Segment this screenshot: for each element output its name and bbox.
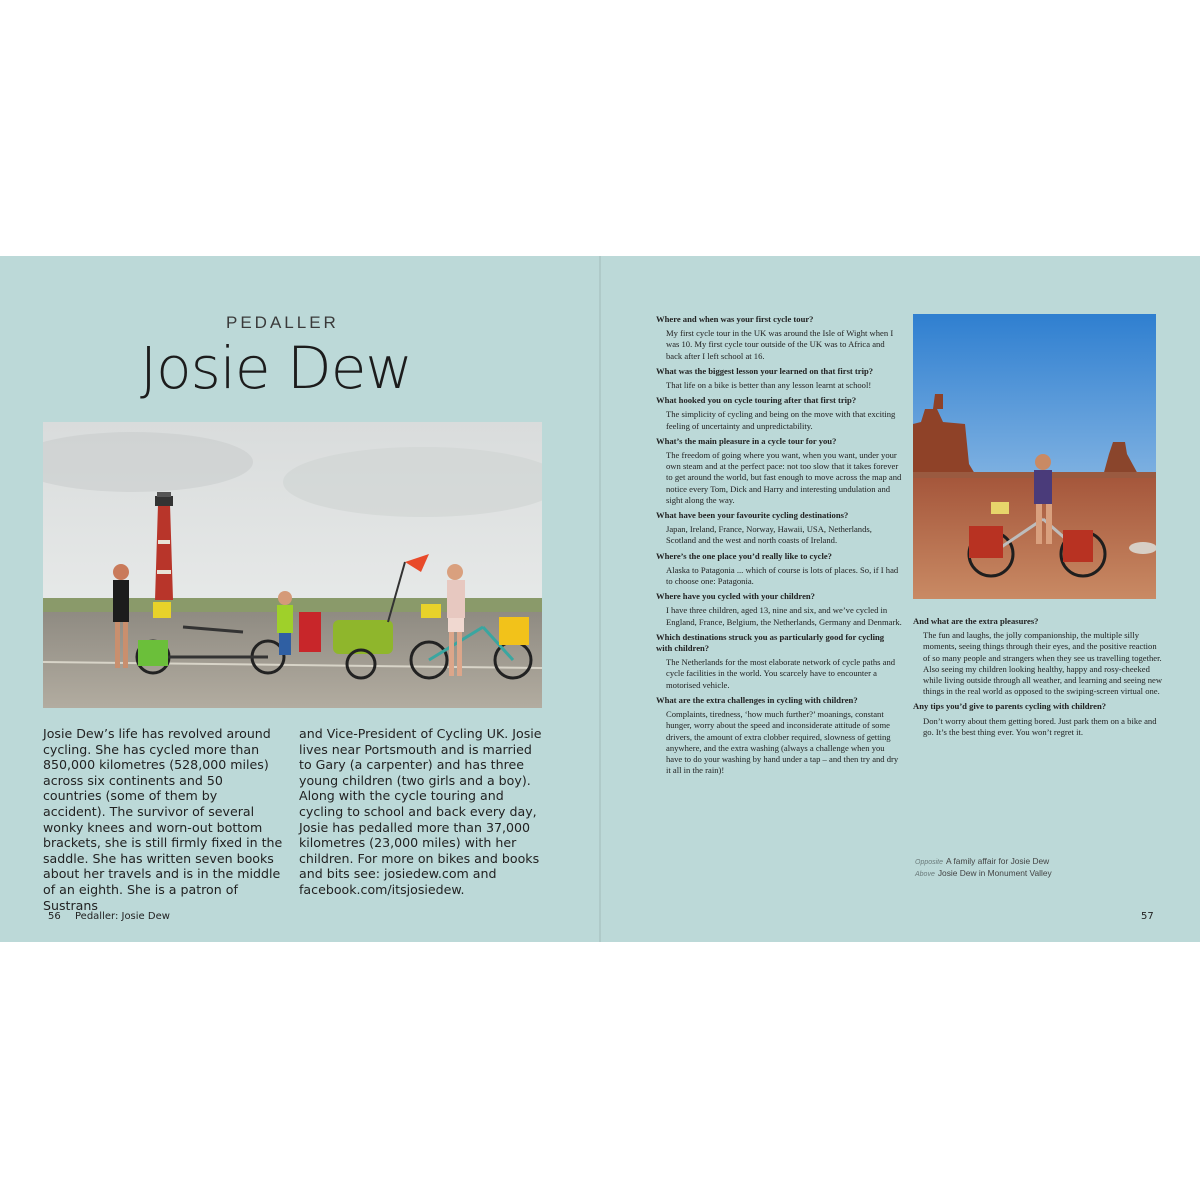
caption-label: Above	[915, 871, 935, 878]
caption-label: Opposite	[915, 859, 944, 866]
caption-text: A family affair for Josie Dew	[946, 856, 1050, 866]
caption-text: Josie Dew in Monument Valley	[937, 868, 1052, 878]
answer: Japan, Ireland, France, Norway, Hawaii, USA, Netherlands, Scotland and the west and north coasts of Ireland.	[666, 524, 872, 546]
question: What hooked you on cycle touring after that first trip?	[656, 395, 857, 406]
answer: Complaints, tiredness, ‘how much further?’ moanings, constant hunger, worry about the speed and inconsiderate attitude of some drivers, the amount of extra clobber required, slowness of getting anywhere, and the extra washing (always a challenge when you have to do your washing by hand under a tap – and then try and dry it all in the rain)!	[666, 709, 899, 776]
answer: The freedom of going where you want, when you want, under your own steam and at the perfect pace: not too slow that it takes forever to get around the world, but fast enough to move across the map and notice every Tom, Dick and Harry and interesting undulation and sight along the way.	[666, 450, 902, 505]
caption-opposite	[915, 856, 1052, 868]
question: Any tips you’d give to parents cycling with children?	[913, 701, 1107, 712]
question: What are the extra challenges in cycling with children?	[656, 694, 858, 705]
page-number-left: 56	[48, 911, 61, 922]
bio-column-2: and Vice-President of Cycling UK. Josie lives near Portsmouth and is married to Gary (a carpenter) and has three young children (two girls and a boy). Along with the cycle touring and cycling to school and back every day, Josie has pedalled more than 37,000 kilometres (23,000 miles) with her children. For more on bikes and books and bits see: josiedew.com and facebook.com/itsjosiedew.	[299, 726, 542, 897]
page-number-right: 57	[1141, 911, 1154, 922]
answer: The simplicity of cycling and being on the move with that exciting feeling of uncertainty and unpredictability.	[666, 409, 896, 431]
book-spine	[599, 256, 601, 942]
page-title: Josie Dew	[140, 334, 412, 402]
caption-above	[915, 868, 1052, 880]
photo-captions	[915, 856, 1052, 880]
answer: My first cycle tour in the UK was around the Isle of Wight when I was 10. My first cycle tour outside of the UK was to Africa and back after I left school at 16.	[666, 328, 894, 361]
answer: Alaska to Patagonia ... which of course is lots of places. So, if I had to choose one: Patagonia.	[666, 564, 899, 587]
question: Where and when was your first cycle tour?	[656, 314, 814, 324]
answer: The Netherlands for the most elaborate network of cycle paths and cycle facilities in the world. You scarcely have to encounter a motorised vehicle.	[666, 657, 896, 690]
answer: I have three children, aged 13, nine and six, and we’ve cycled in England, France, Belgium, the Netherlands, Germany and Denmark.	[666, 605, 902, 627]
answer: Don’t worry about them getting bored. Just park them on a bike and go. It’s the best thing ever. You won’t regret it.	[923, 715, 1157, 737]
answer: The fun and laughs, the jolly companionship, the multiple silly moments, seeing things through their eyes, and the positive reaction of so many people and strangers when they see us travelling together. Also seeing my children looking healthy, happy and rosy-cheeked while living outside through all weather, and learning and seeing new things in the real world as opposed to the swiping-screen virtual one.	[923, 630, 1163, 697]
question: What’s the main pleasure in a cycle tour for you?	[656, 435, 837, 446]
monument-valley-photo	[913, 314, 1156, 599]
question: What have been your favourite cycling destinations?	[656, 510, 849, 521]
answer: That life on a bike is better than any lesson learnt at school!	[666, 380, 872, 391]
family-cycling-photo	[43, 422, 542, 708]
interview-column-1	[656, 314, 902, 780]
running-footer: Pedaller: Josie Dew	[75, 911, 170, 922]
interview-column-2	[913, 616, 1163, 742]
question: What was the biggest lesson your learned on that first trip?	[656, 365, 874, 376]
question: And what are the extra pleasures?	[913, 616, 1039, 626]
bio-column-1: Josie Dew’s life has revolved around cycling. She has cycled more than 850,000 kilometres (528,000 miles) across six continents and 50 countries (some of them by accident). The survivor of several wonky knees and worn-out bottom brackets, she is still firmly fixed in the saddle. She has written seven books about her travels and is in the middle of an eighth. She is a patron of Sustrans	[43, 726, 283, 913]
book-spread	[0, 256, 1200, 942]
question: Where have you cycled with your children?	[656, 591, 815, 602]
question: Which destinations struck you as particularly good for cycling with children?	[656, 631, 885, 654]
section-kicker: PEDALLER	[226, 313, 339, 332]
question: Where’s the one place you’d really like to cycle?	[656, 550, 832, 561]
